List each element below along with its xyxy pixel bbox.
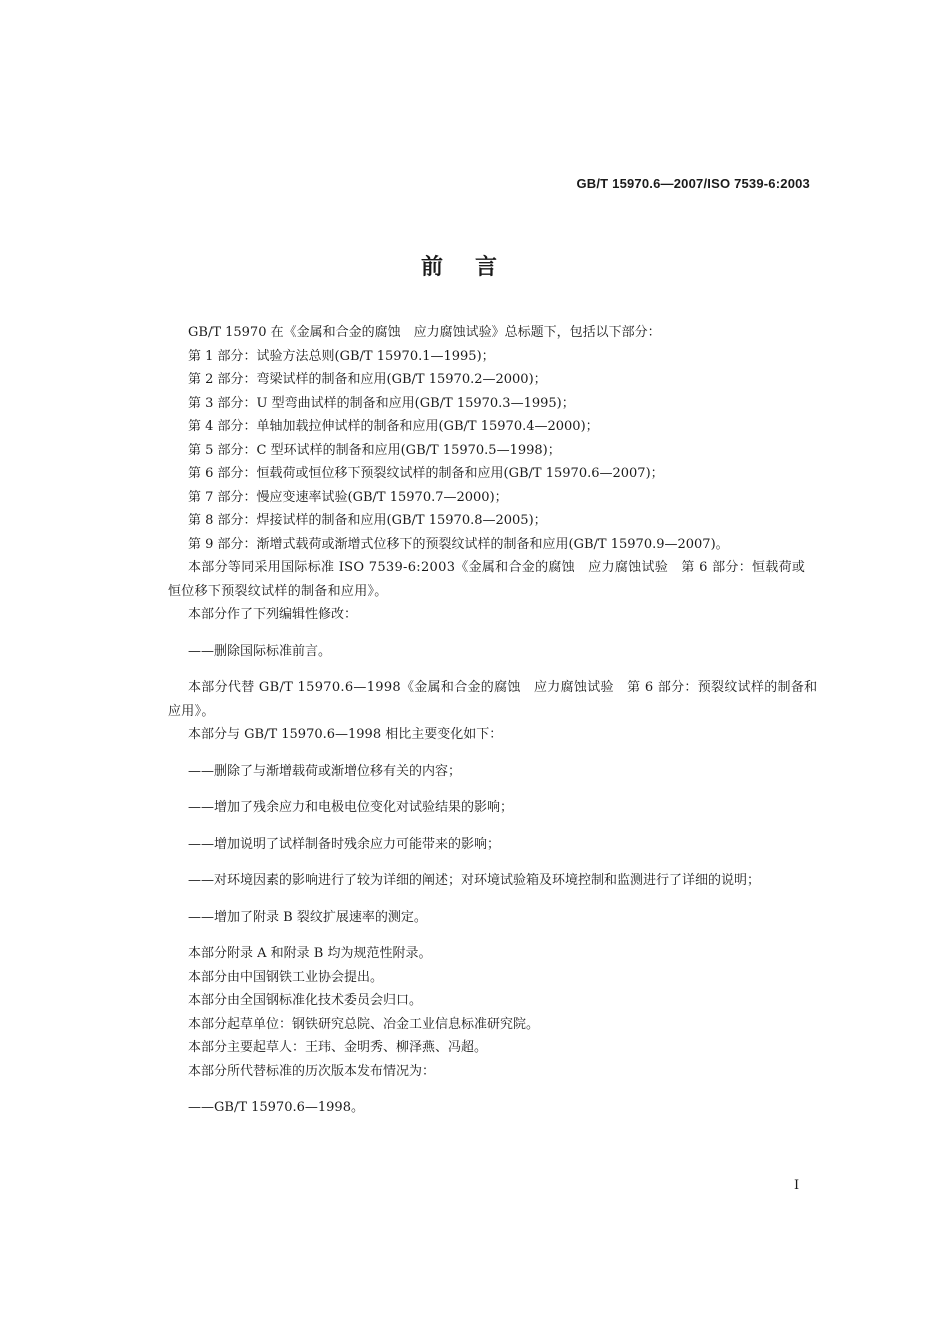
part-list-item: 第 8 部分：焊接试样的制备和应用(GB/T 15970.8—2005)； xyxy=(188,513,547,528)
standard-code-header: GB/T 15970.6—2007/ISO 7539-6:2003 xyxy=(576,176,810,191)
paragraph-history: 本部分所代替标准的历次版本发布情况为： xyxy=(188,1063,436,1079)
dash-item: ——增加说明了试样制备时残余应力可能带来的影响； xyxy=(188,836,501,852)
part-list-item: 第 6 部分：恒载荷或恒位移下预裂纹试样的制备和应用(GB/T 15970.6—2007)； xyxy=(188,466,664,481)
foreword-body xyxy=(168,321,818,1133)
paragraph-equivalence: 本部分等同采用国际标准 ISO 7539-6:2003《金属和合金的腐蚀 应力腐蚀试验 第 6 部分：恒载荷或恒位移下预裂纹试样的制备和应用》。 xyxy=(168,560,806,599)
paragraph-committee: 本部分由全国钢标准化技术委员会归口。 xyxy=(188,993,423,1008)
part-list-item: 第 7 部分：慢应变速率试验(GB/T 15970.7—2000)； xyxy=(188,489,508,505)
paragraph-proposer: 本部分由中国钢铁工业协会提出。 xyxy=(188,969,384,985)
part-list-item: 第 4 部分：单轴加载拉伸试样的制备和应用(GB/T 15970.4—2000)； xyxy=(188,419,599,434)
paragraph-drafting-units: 本部分起草单位：钢铁研究总院、冶金工业信息标准研究院。 xyxy=(188,1016,540,1032)
part-list-item: 第 9 部分：渐增式载荷或渐增式位移下的预裂纹试样的制备和应用(GB/T 15970.9—2007)。 xyxy=(188,536,729,552)
paragraph-annex: 本部分附录 A 和附录 B 均为规范性附录。 xyxy=(188,946,432,961)
part-list-item: 第 3 部分：U 型弯曲试样的制备和应用(GB/T 15970.3—1995)； xyxy=(188,395,575,411)
part-list-item: 第 1 部分：试验方法总则(GB/T 15970.1—1995)； xyxy=(188,348,495,364)
paragraph-intro: GB/T 15970 在《金属和合金的腐蚀 应力腐蚀试验》总标题下，包括以下部分： xyxy=(188,325,661,340)
dash-item: ——对环境因素的影响进行了较为详细的阐述；对环境试验箱及环境控制和监测进行了详细的说明； xyxy=(188,873,761,888)
dash-item: ——增加了残余应力和电极电位变化对试验结果的影响； xyxy=(188,800,514,815)
paragraph-changes: 本部分与 GB/T 15970.6—1998 相比主要变化如下： xyxy=(188,727,503,742)
dash-item: ——删除了与渐增载荷或渐增位移有关的内容； xyxy=(188,763,462,779)
paragraph-replaces: 本部分代替 GB/T 15970.6—1998《金属和合金的腐蚀 应力腐蚀试验 第 6 部分：预裂纹试样的制备和应用》。 xyxy=(168,680,818,719)
page-number: I xyxy=(794,1178,800,1193)
paragraph-drafters: 本部分主要起草人：王玮、金明秀、柳泽燕、冯超。 xyxy=(188,1040,488,1055)
part-list-item: 第 2 部分：弯梁试样的制备和应用(GB/T 15970.2—2000)； xyxy=(188,372,547,387)
part-list-item: 第 5 部分：C 型环试样的制备和应用(GB/T 15970.5—1998)； xyxy=(188,442,561,458)
page-title: 前言 xyxy=(420,255,529,280)
dash-item: ——删除国际标准前言。 xyxy=(188,643,332,659)
paragraph-editorial: 本部分作了下列编辑性修改： xyxy=(188,607,358,622)
dash-item: ——增加了附录 B 裂纹扩展速率的测定。 xyxy=(188,909,427,925)
dash-item: ——GB/T 15970.6—1998。 xyxy=(188,1100,364,1115)
